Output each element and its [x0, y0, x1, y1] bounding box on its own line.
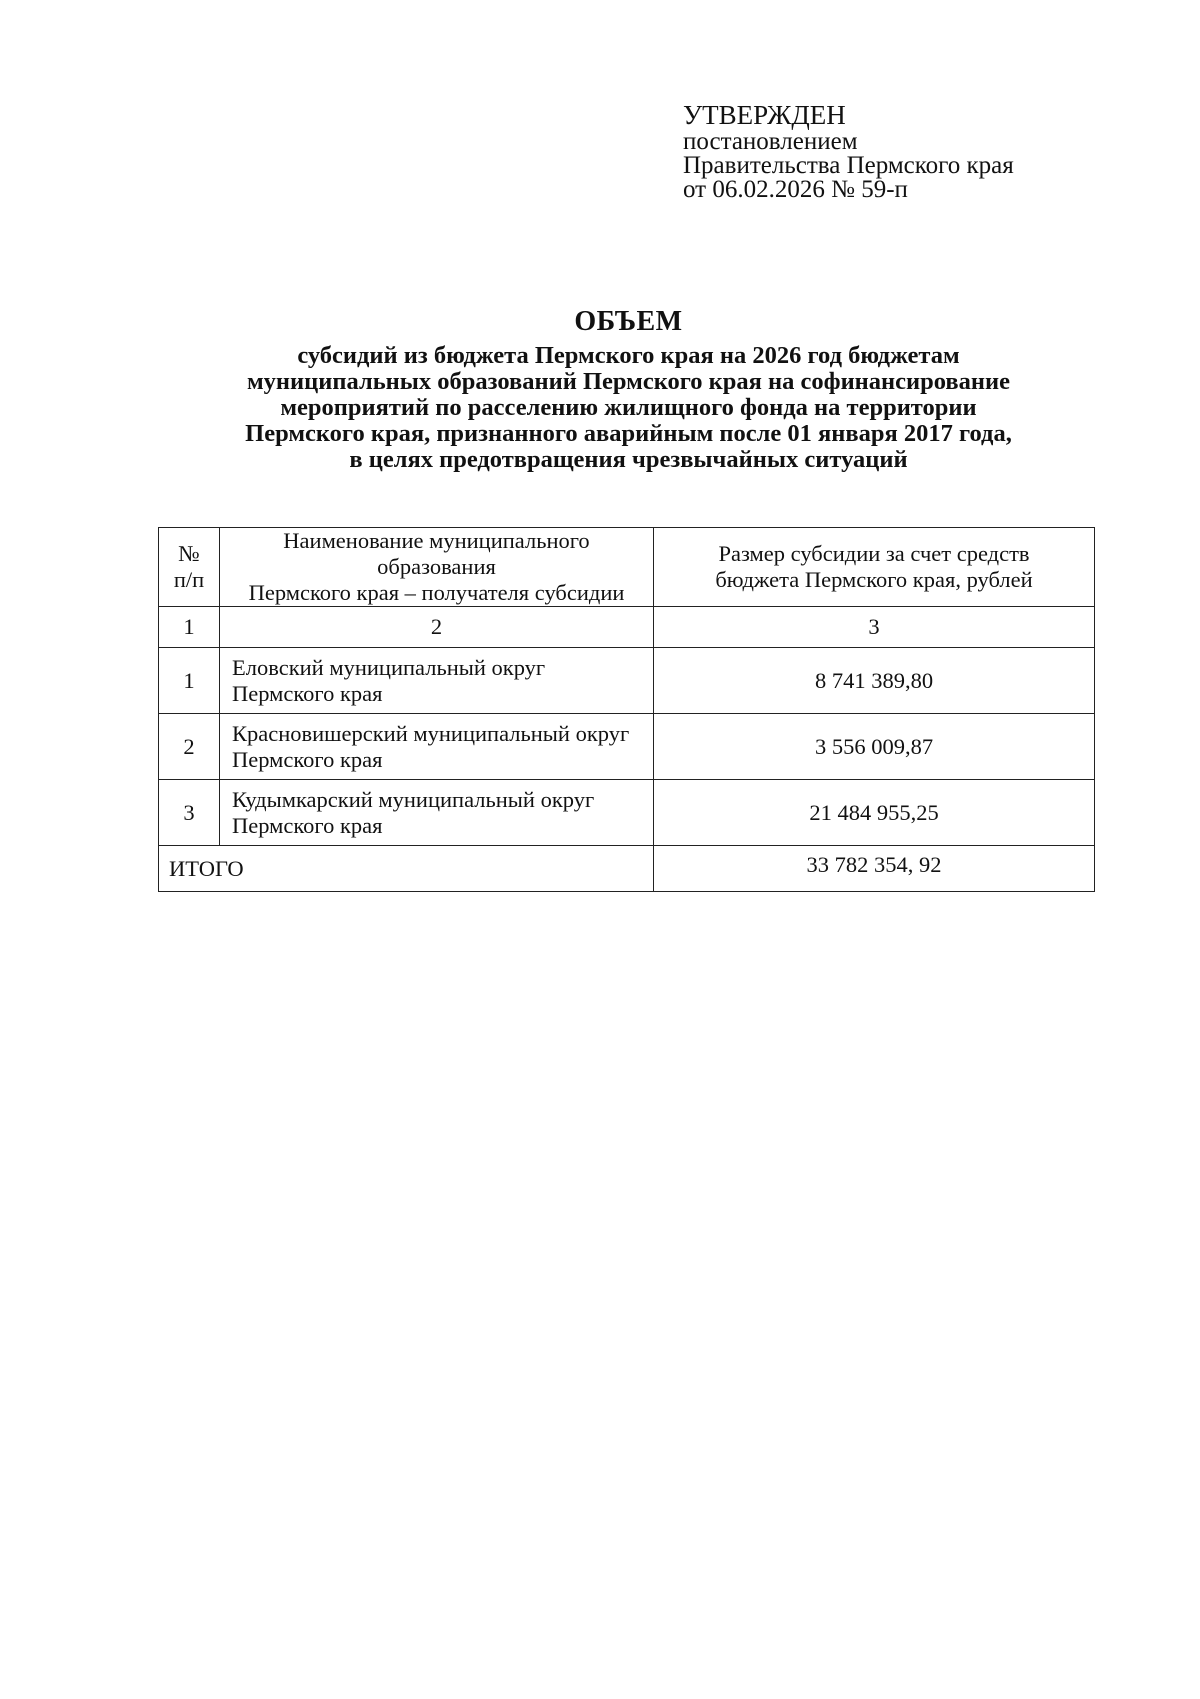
municipality-name: Еловский муниципальный округ	[232, 654, 546, 680]
header-num-line: №	[178, 541, 200, 566]
approval-line: постановлением	[683, 128, 858, 155]
row-number: 1	[159, 648, 220, 714]
header-sum-line: бюджета Пермского края, рублей	[715, 567, 1033, 592]
subtitle-line: Пермского края, признанного аварийным после 01 января 2017 года,	[245, 420, 1012, 447]
total-row	[159, 846, 1095, 892]
header-name-line: Пермского края – получателя субсидии	[248, 580, 625, 605]
table-row	[159, 648, 1095, 714]
municipality-region: Пермского края	[232, 812, 383, 838]
header-sum-line: Размер субсидии за счет средств	[718, 541, 1030, 566]
approval-stamp	[683, 100, 1014, 202]
municipality-name: Кудымкарский муниципальный округ	[232, 786, 595, 812]
row-municipality	[220, 648, 654, 714]
subtitle-line: мероприятий по расселению жилищного фонда на территории	[280, 394, 977, 421]
subtitle-line: субсидий из бюджета Пермского края на 2026 год бюджетам	[297, 342, 960, 369]
subtitle-line: в целях предотвращения чрезвычайных ситуаций	[349, 446, 908, 473]
subtitle-line: муниципальных образований Пермского края на софинансирование	[246, 368, 1011, 395]
document-subtitle	[150, 343, 1107, 473]
total-label: ИТОГО	[159, 846, 654, 892]
row-number: 2	[159, 714, 220, 780]
header-name	[220, 528, 654, 607]
column-number-row	[159, 607, 1095, 648]
header-sum	[654, 528, 1095, 607]
row-number: 3	[159, 780, 220, 846]
table-header-row	[159, 528, 1095, 607]
header-name-line: Наименование муниципального образования	[283, 528, 590, 579]
row-sum: 21 484 955,25	[654, 780, 1095, 846]
row-municipality	[220, 714, 654, 780]
approval-date-number: от 06.02.2026 № 59-п	[683, 176, 908, 203]
column-number: 2	[220, 607, 654, 648]
table-row	[159, 714, 1095, 780]
approval-title: УТВЕРЖДЕН	[683, 100, 846, 130]
total-sum: 33 782 354, 92	[654, 846, 1095, 892]
table-row	[159, 780, 1095, 846]
row-municipality	[220, 780, 654, 846]
municipality-name: Красновишерский муниципальный округ	[232, 720, 630, 746]
header-num	[159, 528, 220, 607]
column-number: 1	[159, 607, 220, 648]
row-sum: 8 741 389,80	[654, 648, 1095, 714]
row-sum: 3 556 009,87	[654, 714, 1095, 780]
column-number: 3	[654, 607, 1095, 648]
header-num-line: п/п	[173, 567, 205, 592]
approval-line: Правительства Пермского края	[683, 152, 1014, 179]
municipality-region: Пермского края	[232, 680, 383, 706]
municipality-region: Пермского края	[232, 746, 383, 772]
subsidy-table	[158, 527, 1095, 892]
document-title: ОБЪЕМ	[574, 306, 683, 337]
